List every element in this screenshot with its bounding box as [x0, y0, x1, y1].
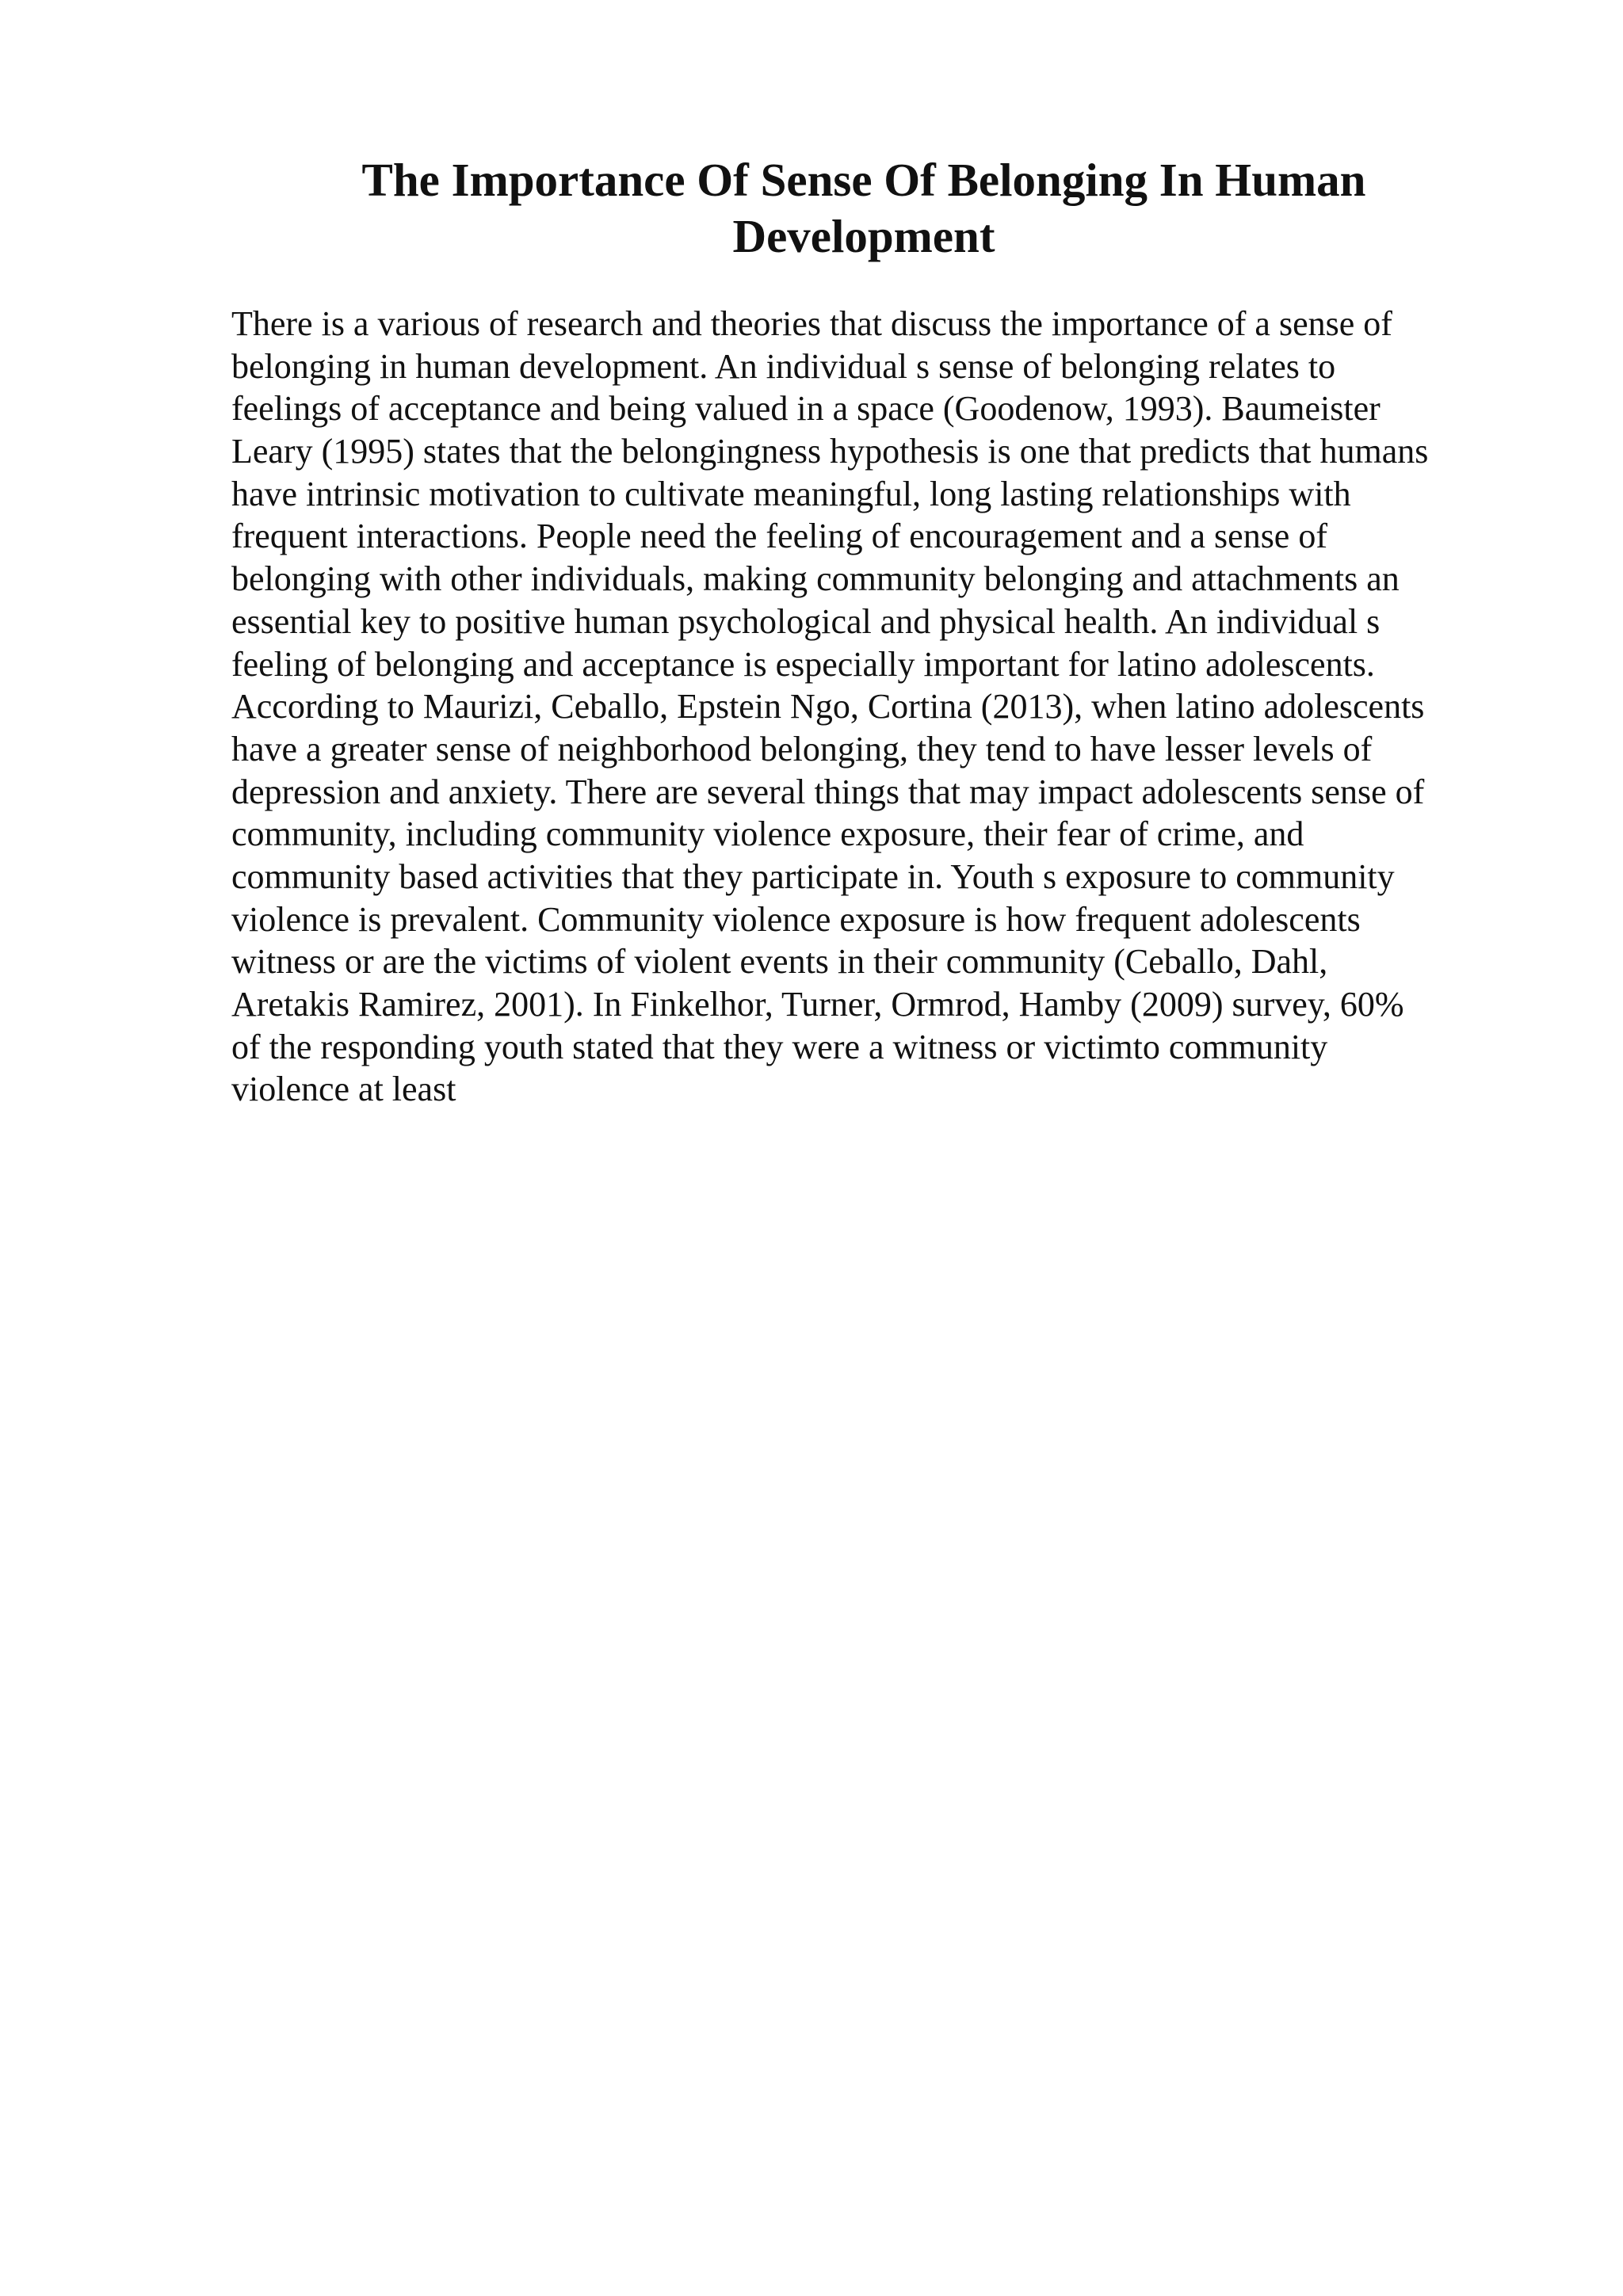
body-line: violence at least: [231, 1070, 456, 1109]
body-line: essential key to positive human psychological and physical health. An individual s: [231, 601, 1381, 641]
title-line-1: The Importance Of Sense Of Belonging In Human: [361, 154, 1366, 206]
body-line: have intrinsic motivation to cultivate meaningful, long lasting relationships with: [231, 474, 1351, 513]
body-line: have a greater sense of neighborhood belonging, they tend to have lesser levels of: [231, 729, 1373, 769]
document-body: [231, 303, 1515, 1111]
body-line: of the responding youth stated that they were a witness or victimto community: [231, 1027, 1328, 1066]
body-line: depression and anxiety. There are several things that may impact adolescents sense of: [231, 772, 1425, 811]
document-title: [230, 152, 1498, 265]
body-line: There is a various of research and theories that discuss the importance of a sense of: [231, 304, 1392, 343]
body-line: violence is prevalent. Community violence exposure is how frequent adolescents: [231, 899, 1361, 939]
body-line: frequent interactions. People need the feeling of encouragement and a sense of: [231, 517, 1327, 556]
body-line: Leary (1995) states that the belongingness hypothesis is one that predicts that humans: [231, 432, 1429, 471]
title-line-2: Development: [732, 210, 995, 262]
body-line: belonging in human development. An individual s sense of belonging relates to: [231, 346, 1336, 386]
body-line: feelings of acceptance and being valued in a space (Goodenow, 1993). Baumeister: [231, 389, 1381, 429]
body-line: witness or are the victims of violent events in their community (Ceballo, Dahl,: [231, 942, 1328, 982]
body-line: feeling of belonging and acceptance is especially important for latino adolescents.: [231, 644, 1375, 684]
body-line: Aretakis Ramirez, 2001). In Finkelhor, Turner, Ormrod, Hamby (2009) survey, 60%: [231, 985, 1404, 1024]
body-line: According to Maurizi, Ceballo, Epstein Ngo, Cortina (2013), when latino adolescents: [231, 687, 1425, 727]
body-line: community based activities that they participate in. Youth s exposure to community: [231, 856, 1395, 896]
body-line: community, including community violence exposure, their fear of crime, and: [231, 814, 1304, 854]
body-line: belonging with other individuals, making community belonging and attachments an: [231, 559, 1400, 599]
